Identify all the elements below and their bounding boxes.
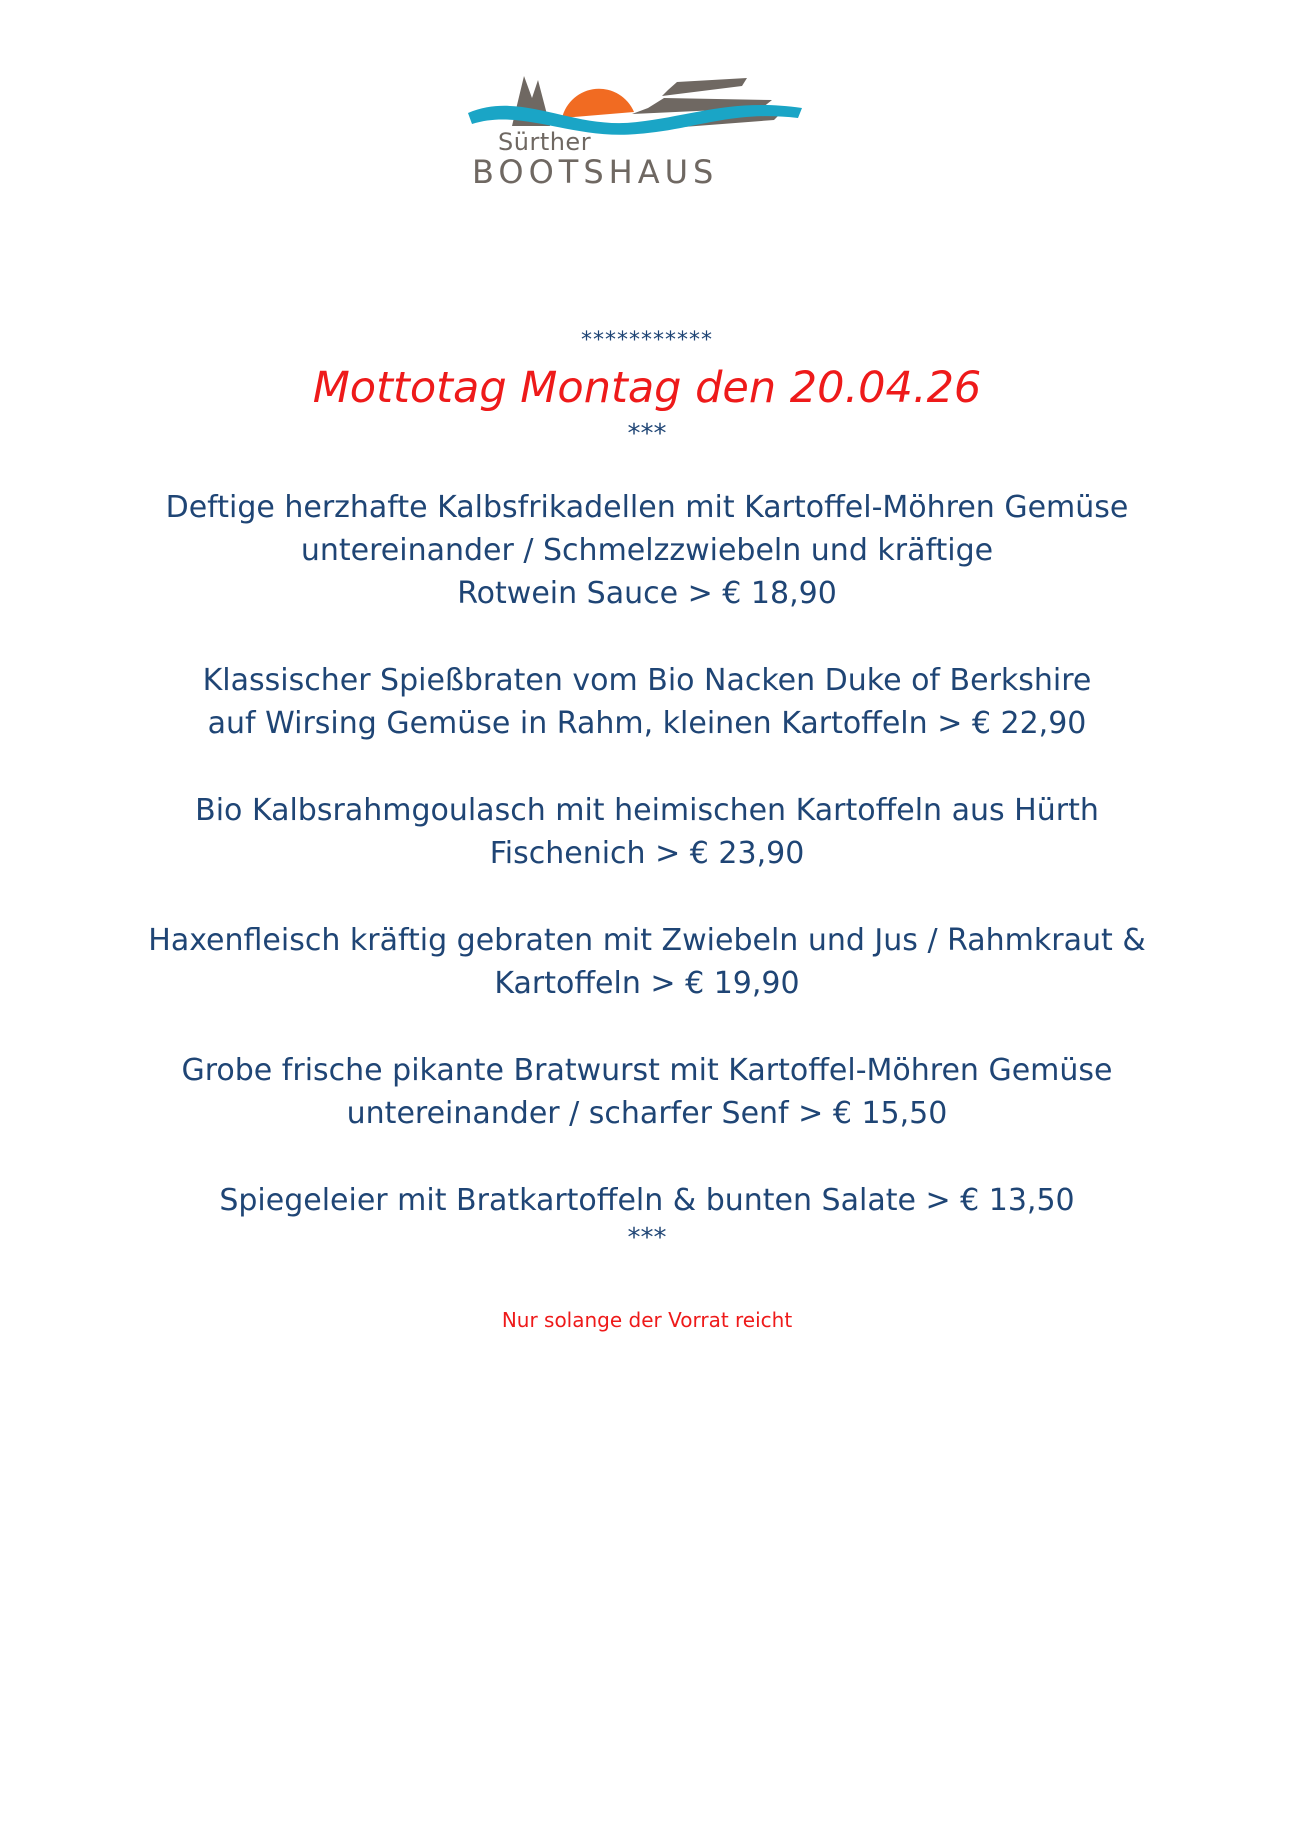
dish-line: Deftige herzhafte Kalbsfrikadellen mit Kartoffel-Möhren Gemüse: [165, 490, 1129, 525]
dish-item: [97, 486, 1197, 615]
dish-line: Bio Kalbsrahmgoulasch mit heimischen Kartoffeln aus Hürth: [195, 793, 1099, 828]
logo-big-text: BOOTSHAUS: [472, 153, 719, 191]
dish-item: [97, 659, 1197, 745]
dish-item: [97, 1179, 1197, 1222]
dish-line: untereinander / scharfer Senf > € 15,50: [346, 1096, 948, 1131]
dish-line: Fischenich > € 23,90: [489, 836, 805, 871]
logo-small-text: Sürther: [498, 128, 592, 156]
dish-item: [97, 1049, 1197, 1135]
dish-line: Spiegeleier mit Bratkartoffeln & bunten Salate > € 13,50: [219, 1183, 1075, 1218]
menu-content: [0, 326, 1294, 1334]
stars-divider-top: ***********: [581, 328, 713, 353]
dish-item: [97, 789, 1197, 875]
menu-title: Mottotag Montag den 20.04.26: [312, 363, 982, 413]
dish-line: Rotwein Sauce > € 18,90: [457, 576, 837, 611]
dish-list: [0, 486, 1294, 1222]
dish-item: [97, 919, 1197, 1005]
dish-line: Kartoffeln > € 19,90: [494, 966, 800, 1001]
dish-line: Klassischer Spießbraten vom Bio Nacken Duke of Berkshire: [202, 663, 1092, 698]
dish-line: Grobe frische pikante Bratwurst mit Kartoffel-Möhren Gemüse: [181, 1053, 1113, 1088]
dish-line: untereinander / Schmelzzwiebeln und kräftige: [300, 533, 994, 568]
stars-divider-mid: ***: [627, 419, 667, 449]
dish-line: Haxenfleisch kräftig gebraten mit Zwiebeln und Jus / Rahmkraut &: [148, 923, 1146, 958]
dish-line: auf Wirsing Gemüse in Rahm, kleinen Kartoffeln > € 22,90: [207, 706, 1087, 741]
sun-shape: [562, 89, 634, 118]
bootshaus-logo: [462, 68, 822, 198]
availability-note: Nur solange der Vorrat reicht: [501, 1308, 793, 1332]
stars-divider-bottom: ***: [627, 1223, 667, 1253]
